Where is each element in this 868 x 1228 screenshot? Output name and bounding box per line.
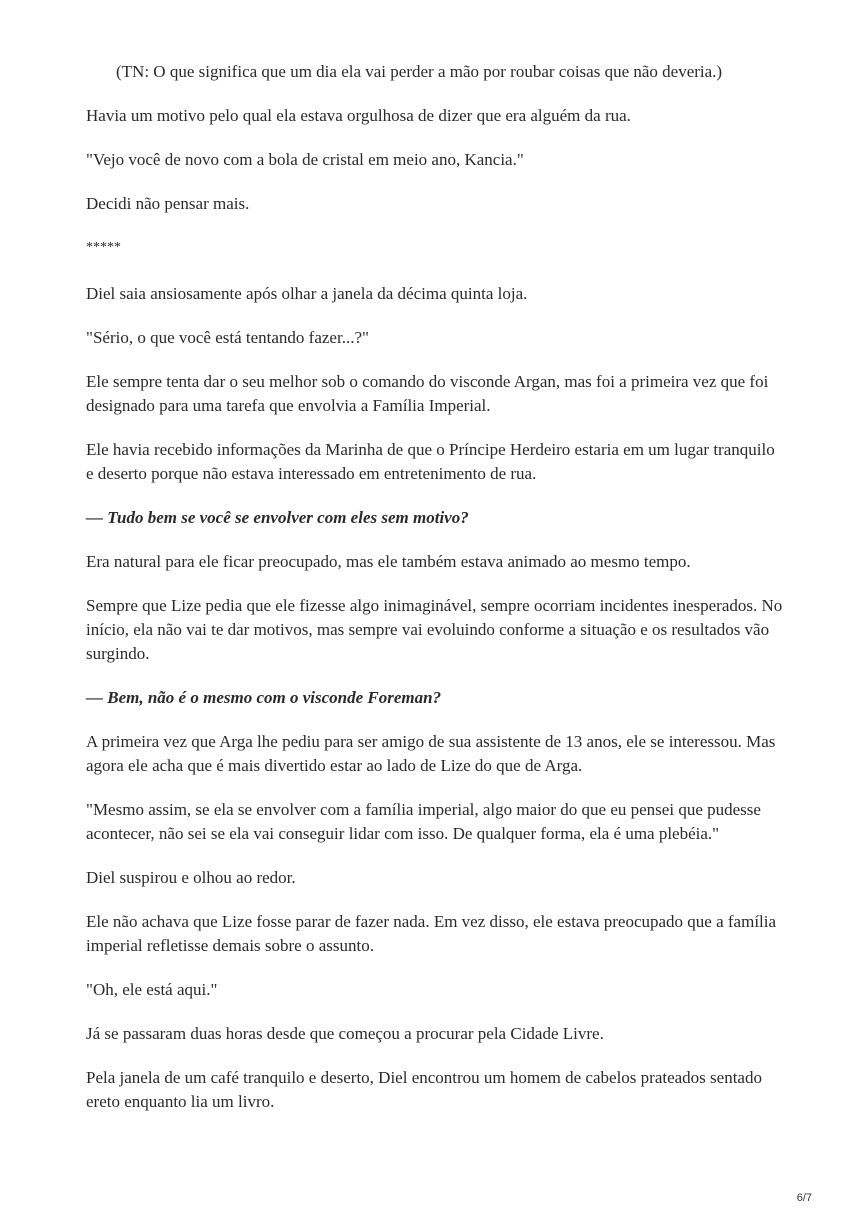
paragraph: Pela janela de um café tranquilo e deserto, Diel encontrou um homem de cabelos prateados sentado ereto enquanto lia um livro. (86, 1068, 762, 1111)
paragraph: Diel suspirou e olhou ao redor. (86, 868, 296, 887)
page-number: 6/7 (796, 1192, 812, 1204)
paragraph: "Vejo você de novo com a bola de cristal em meio ano, Kancia." (86, 150, 524, 169)
paragraph: (TN: O que significa que um dia ela vai perder a mão por roubar coisas que não deveria.) (116, 62, 723, 81)
paragraph: Ele não achava que Lize fosse parar de fazer nada. Em vez disso, ele estava preocupado que a família imperial refletisse demais sobre o assunto. (86, 912, 777, 955)
emphasized-paragraph: — Bem, não é o mesmo com o visconde Foreman? (86, 688, 442, 707)
document-body (86, 60, 786, 1134)
section-separator: ***** (86, 240, 121, 255)
paragraph: Decidi não pensar mais. (86, 194, 250, 213)
paragraph: "Mesmo assim, se ela se envolver com a família imperial, algo maior do que eu pensei que pudesse acontecer, não sei se ela vai conseguir lidar com isso. De qualquer forma, ela é uma plebéia." (86, 800, 761, 843)
paragraph: Sempre que Lize pedia que ele fizesse algo inimaginável, sempre ocorriam incidentes inesperados. No início, ela não vai te dar motivos, mas sempre vai evoluindo conforme a situação e os resultados vão surgindo. (86, 596, 783, 663)
emphasized-paragraph: — Tudo bem se você se envolver com eles sem motivo? (86, 508, 469, 527)
paragraph: Já se passaram duas horas desde que começou a procurar pela Cidade Livre. (86, 1024, 604, 1043)
paragraph: Era natural para ele ficar preocupado, mas ele também estava animado ao mesmo tempo. (86, 552, 691, 571)
paragraph: A primeira vez que Arga lhe pediu para ser amigo de sua assistente de 13 anos, ele se interessou. Mas agora ele acha que é mais divertido estar ao lado de Lize do que de Arga. (86, 732, 776, 775)
paragraph: Diel saia ansiosamente após olhar a janela da décima quinta loja. (86, 284, 528, 303)
paragraph: "Sério, o que você está tentando fazer...?" (86, 328, 369, 347)
paragraph: "Oh, ele está aqui." (86, 980, 218, 999)
paragraph: Havia um motivo pelo qual ela estava orgulhosa de dizer que era alguém da rua. (86, 106, 631, 125)
paragraph: Ele sempre tenta dar o seu melhor sob o comando do visconde Argan, mas foi a primeira vez que foi designado para uma tarefa que envolvia a Família Imperial. (86, 372, 769, 415)
paragraph: Ele havia recebido informações da Marinha de que o Príncipe Herdeiro estaria em um lugar tranquilo e deserto porque não estava interessado em entretenimento de rua. (86, 440, 775, 483)
